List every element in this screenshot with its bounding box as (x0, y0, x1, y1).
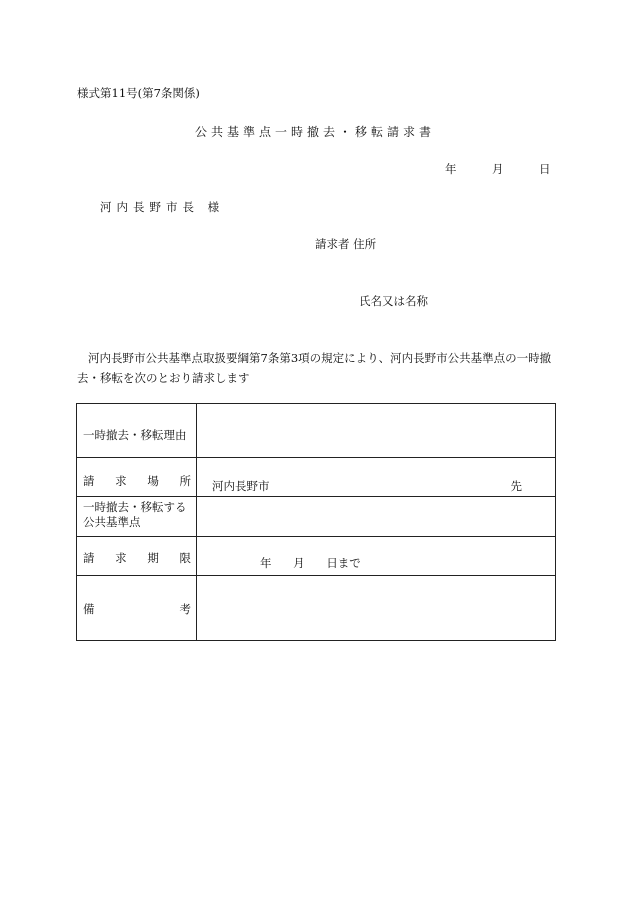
table-row-remarks (77, 576, 556, 641)
remarks-label-cell (77, 576, 197, 641)
requester-address-label: 請求者 住所 (315, 237, 377, 251)
location-label: 請 求 場 所 (83, 474, 191, 488)
deadline-value-cell[interactable] (197, 537, 556, 576)
intro-text: 河内長野市公共基準点取扱要綱第7条第3項の規定により、河内長野市公共基準点の一時撤去・移転を次のとおり請求します (77, 351, 552, 385)
deadline-year: 年 (260, 556, 272, 570)
reason-label: 一時撤去・移転理由 (83, 428, 187, 442)
target-label-cell (77, 497, 197, 537)
location-label-cell (77, 458, 197, 497)
remarks-value-cell[interactable] (197, 576, 556, 641)
requester-name-label: 氏名又は名称 (359, 294, 428, 308)
deadline-day: 日まで (326, 556, 361, 570)
addressee: 河内長野市長 様 (100, 200, 225, 214)
deadline-label-cell (77, 537, 197, 576)
form-number: 様式第11号(第7条関係) (77, 86, 200, 100)
target-label-line2: 公共基準点 (83, 515, 141, 529)
reason-value-cell[interactable] (197, 404, 556, 458)
reason-label-cell (77, 404, 197, 458)
date-day-label: 日 (539, 162, 551, 176)
deadline-label: 請 求 期 限 (83, 551, 191, 565)
document-title: 公共基準点一時撤去・移転請求書 (194, 125, 435, 139)
location-prefix: 河内長野市 (212, 479, 270, 493)
request-table (76, 403, 556, 641)
table-row-location (77, 458, 556, 497)
location-value-cell[interactable] (197, 458, 556, 497)
date-year-label: 年 (445, 162, 457, 176)
location-suffix: 先 (510, 479, 522, 493)
target-label-line1: 一時撤去・移転する (83, 500, 187, 514)
table-row-deadline (77, 537, 556, 576)
target-value-cell[interactable] (197, 497, 556, 537)
table-row-reason (77, 404, 556, 458)
deadline-month: 月 (293, 556, 305, 570)
remarks-label: 備 考 (83, 602, 191, 616)
deadline-value (197, 537, 555, 571)
date-month-label: 月 (492, 162, 504, 176)
table-row-target (77, 497, 556, 537)
